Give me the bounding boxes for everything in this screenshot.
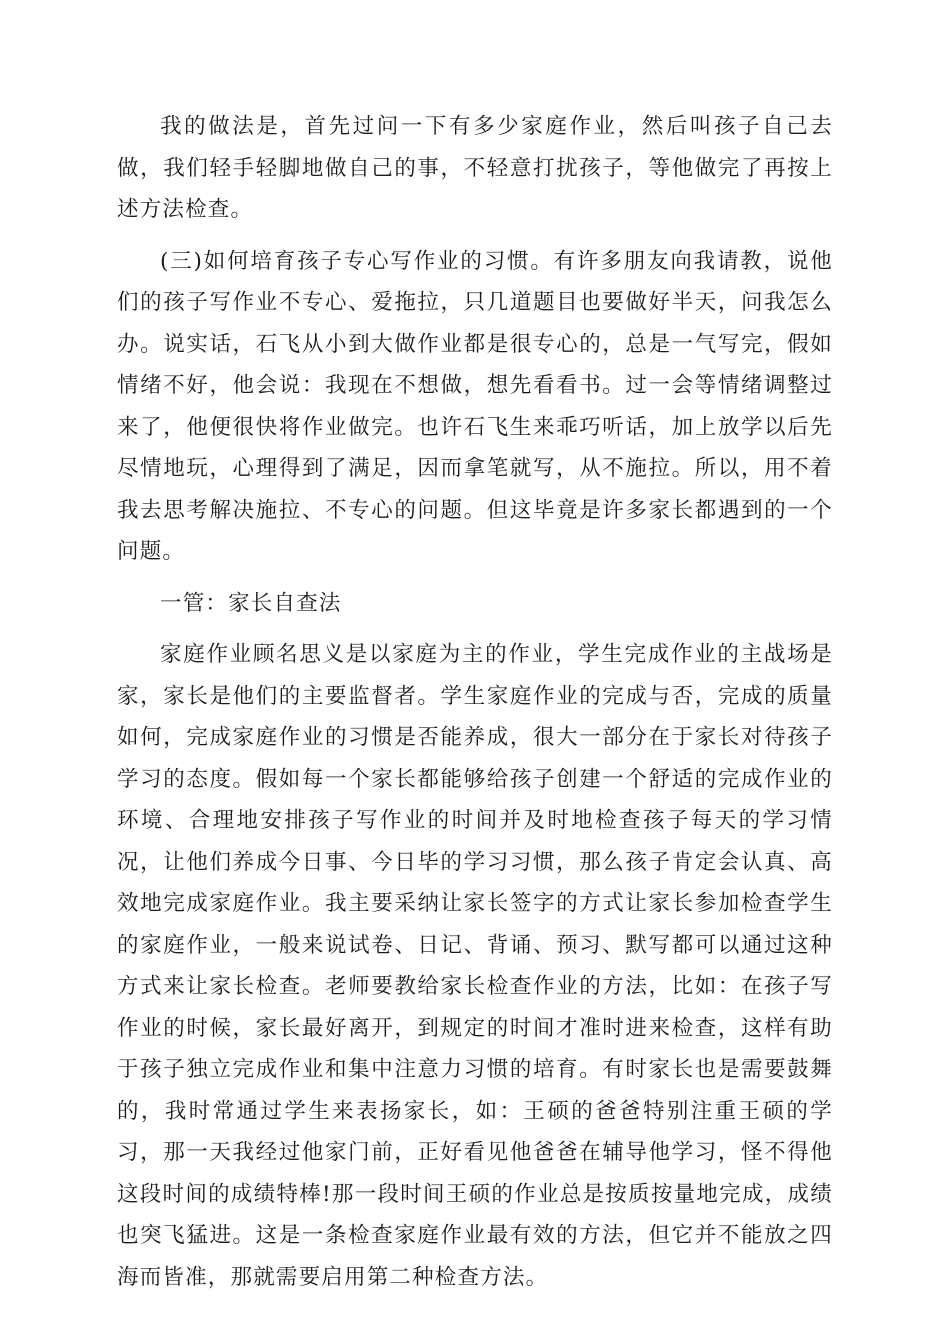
paragraph-parent-check: 家庭作业顾名思义是以家庭为主的作业，学生完成作业的主战场是家，家长是他们的主要监督者。学生家庭作业的完成与否，完成的质量如何，完成家庭作业的习惯是否能养成，很大一部分在于家长对待孩子学习的态度。假如每一个家长都能够给孩子创建一个舒适的完成作业的环境、合理地安排孩子写作业的时间并及时地检查孩子每天的学习情况，让他们养成今日事、今日毕的学习习惯，那么孩子肯定会认真、高效地完成家庭作业。我主要采纳让家长签字的方式让家长参加检查学生的家庭作业，一般来说试卷、日记、背诵、预习、默写都可以通过这种方式来让家长检查。老师要教给家长检查作业的方法，比如：在孩子写作业的时候，家长最好离开，到规定的时间才准时进来检查，这样有助于孩子独立完成作业和集中注意力习惯的培育。有时家长也是需要鼓舞的，我时常通过学生来表扬家长，如：王硕的爸爸特别注重王硕的学习，那一天我经过他家门前，正好看见他爸爸在辅导他学习，怪不得他这段时间的成绩特棒!那一段时间王硕的作业总是按质按量地完成，成绩也突飞猛进。这是一条检查家庭作业最有效的方法，但它并不能放之四海而皆准，那就需要启用第二种检查方法。 xyxy=(117,642,833,1290)
paragraph-focus-habit: (三)如何培育孩子专心写作业的习惯。有许多朋友向我请教，说他们的孩子写作业不专心、爱拖拉，只几道题目也要做好半天，问我怎么办。说实话，石飞从小到大做作业都是很专心的，总是一气写完，假如情绪不好，他会说：我现在不想做，想先看看书。过一会等情绪调整过来了，他便很快将作业做完。也许石飞生来乖巧听话，加上放学以后先尽情地玩，心理得到了满足，因而拿笔就写，从不施拉。所以，用不着我去思考解决施拉、不专心的问题。但这毕竟是许多家长都遇到的一个问题。 xyxy=(117,248,833,564)
section-heading-parent-self-check: 一管：家长自查法 xyxy=(160,590,342,616)
paragraph-homework-method: 我的做法是，首先过问一下有多少家庭作业，然后叫孩子自己去做，我们轻手轻脚地做自己的事，不轻意打扰孩子，等他做完了再按上述方法检查。 xyxy=(117,114,833,222)
document-body xyxy=(117,106,833,1308)
